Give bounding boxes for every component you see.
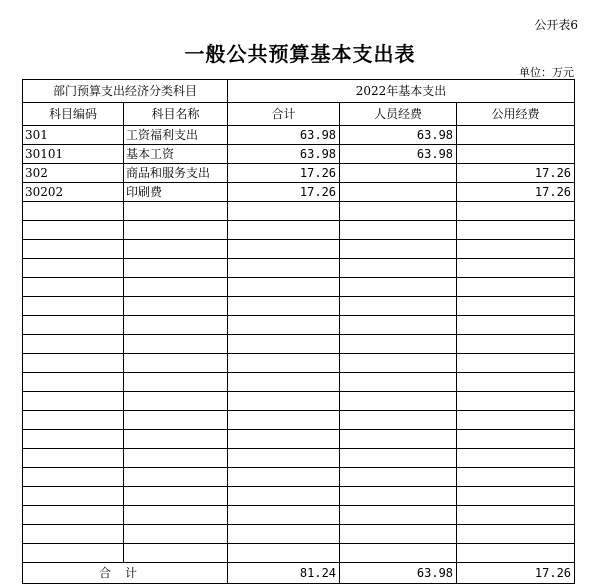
cell-personnel [340, 373, 457, 392]
cell-public [457, 506, 575, 525]
cell-personnel [340, 183, 457, 202]
cell-public [457, 449, 575, 468]
cell-public [457, 411, 575, 430]
cell-total [228, 354, 340, 373]
cell-total: 17.26 [228, 183, 340, 202]
cell-public [457, 392, 575, 411]
cell-total: 63.98 [228, 145, 340, 164]
cell-total [228, 487, 340, 506]
cell-name [124, 449, 228, 468]
cell-public [457, 259, 575, 278]
cell-total [228, 240, 340, 259]
cell-public [457, 202, 575, 221]
cell-total [228, 202, 340, 221]
cell-personnel: 63.98 [340, 126, 457, 145]
table-row [23, 145, 575, 164]
group-header-classification: 部门预算支出经济分类科目 [23, 80, 228, 103]
table-row [23, 392, 575, 411]
cell-code [23, 297, 124, 316]
total-row [23, 563, 575, 584]
cell-name [124, 506, 228, 525]
cell-total [228, 278, 340, 297]
cell-personnel [340, 411, 457, 430]
table-row [23, 525, 575, 544]
cell-public [457, 316, 575, 335]
cell-personnel [340, 297, 457, 316]
cell-public [457, 544, 575, 563]
cell-name [124, 430, 228, 449]
cell-name [124, 316, 228, 335]
cell-public: 17.26 [457, 164, 575, 183]
table-row [23, 259, 575, 278]
cell-code [23, 487, 124, 506]
table-row [23, 468, 575, 487]
cell-personnel [340, 259, 457, 278]
cell-personnel: 63.98 [340, 145, 457, 164]
column-header-public: 公用经费 [457, 103, 575, 126]
cell-personnel [340, 487, 457, 506]
cell-code [23, 468, 124, 487]
table-row [23, 240, 575, 259]
cell-total [228, 544, 340, 563]
table-row [23, 430, 575, 449]
cell-personnel [340, 278, 457, 297]
form-number: 公开表6 [534, 18, 578, 32]
cell-total [228, 430, 340, 449]
table-row [23, 164, 575, 183]
cell-public [457, 126, 575, 145]
unit-label: 单位：万元 [519, 66, 574, 79]
cell-total [228, 335, 340, 354]
cell-total [228, 297, 340, 316]
table-row [23, 373, 575, 392]
cell-public [457, 354, 575, 373]
cell-name: 商品和服务支出 [124, 164, 228, 183]
cell-code [23, 354, 124, 373]
cell-total: 17.26 [228, 164, 340, 183]
cell-public: 17.26 [457, 183, 575, 202]
column-header-row [23, 103, 575, 126]
cell-public [457, 335, 575, 354]
cell-code: 301 [23, 126, 124, 145]
cell-code [23, 278, 124, 297]
table-row [23, 126, 575, 145]
cell-code [23, 335, 124, 354]
cell-total [228, 506, 340, 525]
cell-name [124, 221, 228, 240]
column-header-name: 科目名称 [124, 103, 228, 126]
cell-total [228, 392, 340, 411]
cell-code [23, 221, 124, 240]
cell-name [124, 468, 228, 487]
cell-personnel [340, 506, 457, 525]
cell-total [228, 449, 340, 468]
cell-public [457, 525, 575, 544]
total-row-total: 81.24 [228, 563, 340, 584]
cell-public [457, 373, 575, 392]
cell-code [23, 392, 124, 411]
cell-total [228, 525, 340, 544]
cell-name [124, 525, 228, 544]
cell-name: 印刷费 [124, 183, 228, 202]
cell-name [124, 335, 228, 354]
cell-code [23, 449, 124, 468]
table-row [23, 316, 575, 335]
cell-personnel [340, 468, 457, 487]
cell-name [124, 373, 228, 392]
cell-code [23, 240, 124, 259]
cell-code [23, 202, 124, 221]
cell-personnel [340, 430, 457, 449]
cell-code [23, 430, 124, 449]
cell-total: 63.98 [228, 126, 340, 145]
cell-code [23, 544, 124, 563]
total-row-personnel: 63.98 [340, 563, 457, 584]
table-row [23, 202, 575, 221]
cell-code: 30101 [23, 145, 124, 164]
cell-personnel [340, 449, 457, 468]
cell-public [457, 278, 575, 297]
cell-personnel [340, 316, 457, 335]
table-body [23, 126, 575, 563]
cell-name [124, 487, 228, 506]
cell-name [124, 278, 228, 297]
table-row [23, 335, 575, 354]
cell-code [23, 411, 124, 430]
table-row [23, 411, 575, 430]
cell-personnel [340, 335, 457, 354]
cell-name: 基本工资 [124, 145, 228, 164]
cell-code: 302 [23, 164, 124, 183]
cell-name [124, 259, 228, 278]
cell-personnel [340, 240, 457, 259]
cell-code [23, 506, 124, 525]
page-title: 一般公共预算基本支出表 [184, 42, 416, 66]
cell-name: 工资福利支出 [124, 126, 228, 145]
cell-total [228, 221, 340, 240]
cell-code [23, 259, 124, 278]
cell-name [124, 297, 228, 316]
cell-public [457, 221, 575, 240]
cell-personnel [340, 202, 457, 221]
cell-name [124, 354, 228, 373]
cell-personnel [340, 544, 457, 563]
table-row [23, 221, 575, 240]
cell-public [457, 468, 575, 487]
cell-code [23, 316, 124, 335]
cell-name [124, 411, 228, 430]
total-row-public: 17.26 [457, 563, 575, 584]
budget-table [22, 79, 575, 584]
cell-name [124, 544, 228, 563]
cell-total [228, 259, 340, 278]
cell-total [228, 373, 340, 392]
cell-personnel [340, 354, 457, 373]
table-row [23, 506, 575, 525]
column-header-code: 科目编码 [23, 103, 124, 126]
cell-name [124, 202, 228, 221]
cell-personnel [340, 525, 457, 544]
cell-personnel [340, 392, 457, 411]
cell-public [457, 430, 575, 449]
cell-public [457, 145, 575, 164]
cell-name [124, 240, 228, 259]
cell-public [457, 297, 575, 316]
cell-total [228, 411, 340, 430]
table-row [23, 278, 575, 297]
column-header-total: 合计 [228, 103, 340, 126]
cell-code: 30202 [23, 183, 124, 202]
table-row [23, 297, 575, 316]
table-row [23, 354, 575, 373]
table-row [23, 487, 575, 506]
table-row [23, 544, 575, 563]
cell-public [457, 487, 575, 506]
group-header-basic-expenditure: 2022年基本支出 [228, 80, 575, 103]
column-header-personnel: 人员经费 [340, 103, 457, 126]
table-row [23, 183, 575, 202]
table-row [23, 449, 575, 468]
group-header-row [23, 80, 575, 103]
cell-total [228, 316, 340, 335]
cell-total [228, 468, 340, 487]
total-label: 合计 [23, 563, 228, 584]
cell-code [23, 525, 124, 544]
cell-public [457, 240, 575, 259]
cell-personnel [340, 164, 457, 183]
cell-code [23, 373, 124, 392]
cell-personnel [340, 221, 457, 240]
cell-name [124, 392, 228, 411]
